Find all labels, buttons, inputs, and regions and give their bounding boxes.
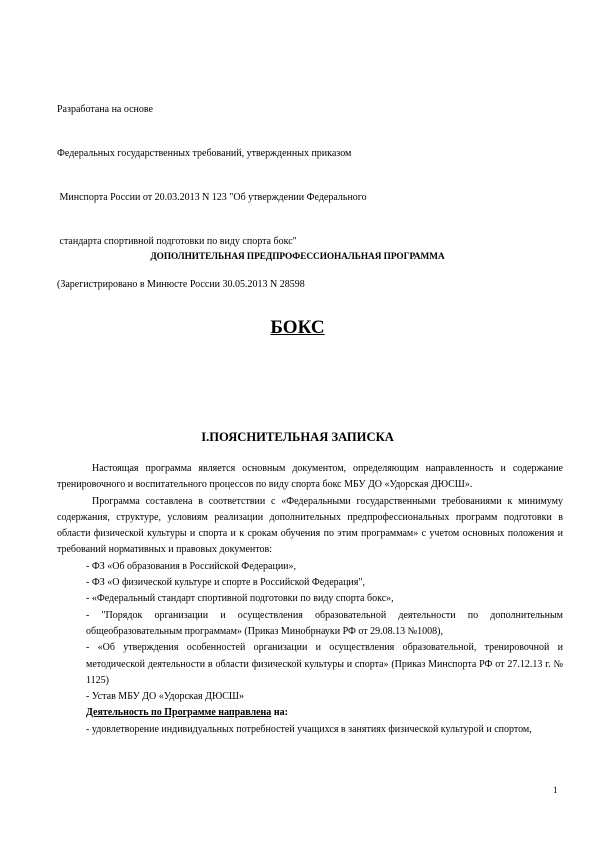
- header-line: Разработана на основе: [57, 104, 153, 116]
- list-item: - «Об утверждения особенностей организации и осуществления образовательной, тренировочной и методической деятельности в области физической культуры и спорта» (Приказ Минспорта РФ от 27.12.13 г. № 1125): [86, 642, 563, 686]
- body-text: [57, 461, 563, 738]
- list-item: - ФЗ «О физической культуре и спорте в Российской Федерация",: [86, 577, 365, 589]
- program-title: ДОПОЛНИТЕЛЬНАЯ ПРЕДПРОФЕССИОНАЛЬНАЯ ПРОГРАММА: [150, 252, 445, 262]
- header-line: Федеральных государственных требований, утвержденных приказом: [57, 147, 352, 159]
- header-block: [57, 74, 537, 322]
- activity-tail: на:: [271, 707, 288, 719]
- header-line: стандарта спортивной подготовки по виду спорта бокс": [57, 235, 297, 247]
- activity-label: Деятельность по Программе направлена: [86, 707, 272, 719]
- page-number: 1: [553, 785, 558, 795]
- list-item: - «Федеральный стандарт спортивной подготовки по виду спорта бокс»,: [86, 593, 394, 605]
- header-line: Минспорта России от 20.03.2013 N 123 "Об утверждении Федерального: [57, 191, 367, 203]
- list-item: - "Порядок организации и осуществления образовательной деятельности по дополнительным общеобразовательным программам» (Приказ Минобрнауки РФ от 29.08.13 №1008),: [86, 609, 563, 637]
- list-item: - удовлетворение индивидуальных потребностей учащихся в занятиях физической культурой и спортом,: [86, 723, 532, 735]
- activity-heading: [57, 705, 563, 721]
- header-line: (Зарегистрировано в Минюсте России 30.05.2013 N 28598: [57, 279, 305, 291]
- paragraph-basis: Программа составлена в соответствии с «Федеральными государственными требованиями к минимуму содержания, структуре, условиям реализации дополнительных предпрофессиональных программ подготовки в области физической культуры и спорта и к срокам обучения по этим программам» с учетом основных положения и требований нормативных и правовых документов:: [57, 495, 563, 556]
- list-item: - ФЗ «Об образования в Российской Федерации»,: [86, 560, 297, 572]
- list-item: - Устав МБУ ДО «Удорская ДЮСШ»: [86, 691, 245, 703]
- section-title: I.ПОЯСНИТЕЛЬНАЯ ЗАПИСКА: [201, 430, 394, 444]
- paragraph-intro: Настоящая программа является основным документом, определяющим направленность и содержание тренировочного и воспитательного процессов по виду спорта бокс МБУ ДО «Удорская ДЮСШ».: [57, 463, 563, 491]
- sport-title: БОКС: [270, 317, 325, 338]
